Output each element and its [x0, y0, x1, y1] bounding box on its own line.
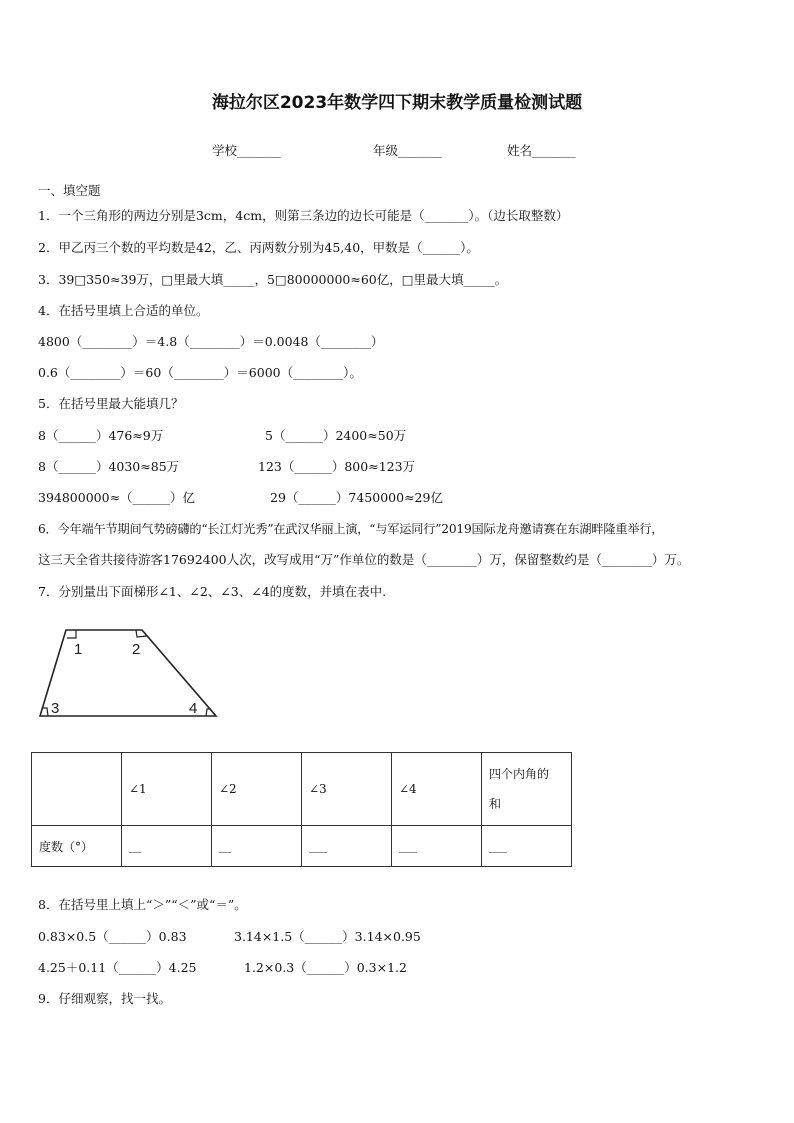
- question-4-row2: 0.6（________）＝60（________）＝6000（________）。: [38, 365, 362, 380]
- trapezoid-figure: [36, 624, 220, 720]
- question-1: 1．一个三角形的两边分别是3cm，4cm，则第三条边的边长可能是（_______）。（边长取整数）: [38, 208, 569, 223]
- question-2: 2．甲乙丙三个数的平均数是42，乙、丙两数分别为45,40，甲数是（______）。: [38, 240, 479, 255]
- question-5-item: 8（______）4030≈85万: [38, 459, 180, 474]
- question-3: 3．39□350≈39万，□里最大填_____，5□80000000≈60亿，□里最大填_____。: [38, 272, 508, 287]
- angle-label-3: 3: [51, 700, 60, 717]
- table-header-cell: ∠4: [392, 753, 482, 826]
- question-5-item: 29（______）7450000≈29亿: [270, 490, 443, 505]
- question-8-stem: 8．在括号里上填上“＞”“＜”或“＝”。: [38, 897, 247, 912]
- table-header-cell: ∠3: [302, 753, 392, 826]
- question-4-stem: 4．在括号里填上合适的单位。: [38, 303, 209, 318]
- question-5-item: 394800000≈（______）亿: [38, 490, 196, 505]
- school-field: 学校_______: [212, 143, 281, 158]
- table-header-cell: ∠1: [122, 753, 212, 826]
- name-field: 姓名_______: [507, 143, 576, 158]
- angle-label-4: 4: [189, 700, 198, 717]
- table-blank-cell: __: [122, 826, 212, 867]
- table-blank-cell: ___: [392, 826, 482, 867]
- question-6-line1: 6．今年端午节期间气势磅礴的“长江灯光秀”在武汉华丽上演，“与军运同行”2019国际龙舟邀请赛在东湖畔隆重举行，: [38, 522, 664, 536]
- grade-field: 年级_______: [373, 143, 442, 158]
- question-8-item: 1.2×0.3（______）0.3×1.2: [244, 960, 407, 975]
- question-8-item: 0.83×0.5（______）0.83: [38, 929, 187, 944]
- question-5-item: 123（______）800≈123万: [258, 459, 416, 474]
- page-title: 海拉尔区2023年数学四下期末教学质量检测试题: [211, 93, 583, 113]
- table-header-cell: ∠2: [212, 753, 302, 826]
- table-header-row: [32, 753, 572, 826]
- table-row: [32, 826, 572, 867]
- table-header-cell: [482, 753, 572, 826]
- angle-label-1: 1: [74, 641, 83, 658]
- table-header-text: 和: [489, 797, 502, 811]
- table-blank-cell: ___: [302, 826, 392, 867]
- question-4-row1: 4800（________）＝4.8（________）＝0.0048（________）: [38, 334, 384, 349]
- question-7-stem: 7．分别量出下面梯形∠1、∠2、∠3、∠4的度数，并填在表中.: [38, 584, 387, 599]
- question-8-item: 3.14×1.5（______）3.14×0.95: [234, 929, 421, 944]
- question-8-item: 4.25＋0.11（______）4.25: [38, 960, 197, 975]
- table-blank-cell: ___: [482, 826, 572, 867]
- question-5-item: 5（______）2400≈50万: [265, 428, 407, 443]
- question-9: 9．仔细观察，找一找。: [38, 991, 171, 1006]
- angles-table: [31, 752, 572, 867]
- table-header-cell: [32, 753, 122, 826]
- angle-label-2: 2: [132, 641, 141, 658]
- question-5-stem: 5．在括号里最大能填几？: [38, 396, 184, 411]
- table-row-label: 度数（°）: [32, 826, 122, 867]
- table-blank-cell: __: [212, 826, 302, 867]
- section-heading: 一、填空题: [38, 183, 101, 198]
- question-5-item: 8（______）476≈9万: [38, 428, 164, 443]
- question-6-line2: 这三天全省共接待游客17692400人次，改写成用“万”作单位的数是（________）万，保留整数约是（________）万。: [38, 552, 690, 567]
- table-header-text: 四个内角的: [489, 767, 550, 781]
